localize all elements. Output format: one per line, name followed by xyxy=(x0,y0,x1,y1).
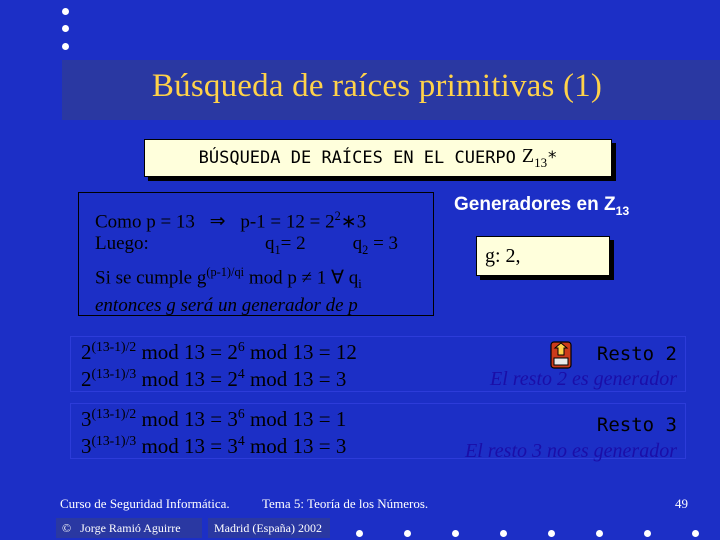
decor-dot xyxy=(62,25,69,32)
author-box xyxy=(56,518,202,538)
generators-title xyxy=(454,194,629,218)
calc-text: mod 13 = 12 xyxy=(244,340,357,364)
decor-dot xyxy=(404,530,411,537)
calc-text: mod 13 = 3 xyxy=(244,367,347,391)
rule-text: ∗3 xyxy=(340,211,367,233)
place-box: Madrid (España) 2002 xyxy=(208,518,330,538)
calc-exponent: (13-1)/3 xyxy=(91,433,137,448)
calc-base: 3 xyxy=(81,407,92,431)
calc-box-2 xyxy=(70,336,686,392)
field-symbol xyxy=(522,145,547,171)
rule-subscript: 1 xyxy=(274,243,281,258)
hand-pointer-icon xyxy=(549,340,573,370)
calc-exponent: (13-1)/3 xyxy=(91,366,137,381)
calc-exponent: 6 xyxy=(237,406,245,421)
decor-dot xyxy=(692,530,699,537)
section-heading-text: BÚSQUEDA DE RAÍCES EN EL CUERPO xyxy=(198,148,516,168)
generators-title-subscript: 13 xyxy=(615,203,630,218)
slide-title: Búsqueda de raíces primitivas (1) xyxy=(151,68,603,104)
rule-text: mod p ≠ 1 ∀ q xyxy=(244,267,359,289)
rule-text: p-1 = 12 = 2 xyxy=(235,211,335,233)
decor-dot xyxy=(356,530,363,537)
result-label: Resto 2 xyxy=(596,343,677,365)
decor-dot xyxy=(62,43,69,50)
calc-base: 2 xyxy=(81,367,92,391)
rule-line-3 xyxy=(95,261,433,295)
rule-text: Como p = 13 xyxy=(95,211,200,233)
section-heading xyxy=(144,139,612,177)
rule-text: Si se cumple g xyxy=(95,267,207,289)
implies-icon: ⇒ xyxy=(209,211,226,233)
rule-q: q xyxy=(352,233,363,255)
copyright-icon: © xyxy=(62,521,72,535)
decor-dot xyxy=(500,530,507,537)
rule-line-2 xyxy=(95,233,433,261)
rule-exponent: (p-1)/qi xyxy=(206,265,245,280)
calc-box-3 xyxy=(70,403,686,462)
calc-text: mod 13 = 3 xyxy=(136,407,238,431)
calc-text: mod 13 = 2 xyxy=(136,367,238,391)
calc-base: 3 xyxy=(81,434,92,458)
calc-line xyxy=(81,366,346,392)
rule-exponent: 2 xyxy=(334,209,341,223)
rule-text: Luego: xyxy=(95,233,149,255)
field-star: * xyxy=(547,148,558,168)
calc-line xyxy=(81,406,346,432)
generators-title-text: Generadores en Z xyxy=(454,194,616,215)
calc-exponent: 6 xyxy=(237,339,245,354)
calc-exponent: 4 xyxy=(237,366,245,381)
generators-box: g: 2, xyxy=(476,236,610,276)
rule-subscript: 2 xyxy=(362,243,369,258)
calc-exponent: (13-1)/2 xyxy=(91,406,137,421)
rule-box xyxy=(78,192,434,316)
rule-line-4: entonces g será un generador de p xyxy=(95,295,358,317)
calc-line xyxy=(81,339,357,365)
result-note: El resto 2 es generador xyxy=(489,368,677,390)
author-name: Jorge Ramió Aguirre xyxy=(80,521,181,535)
rule-text: = 2 xyxy=(280,233,306,255)
rule-subscript: i xyxy=(358,277,362,292)
calc-base: 2 xyxy=(81,340,92,364)
calc-exponent: (13-1)/2 xyxy=(91,339,137,354)
calc-text: mod 13 = 2 xyxy=(136,340,238,364)
calc-line xyxy=(81,433,346,459)
decor-dot xyxy=(644,530,651,537)
calc-exponent: 4 xyxy=(237,433,245,448)
calc-text: mod 13 = 3 xyxy=(136,434,238,458)
decor-dot xyxy=(452,530,459,537)
footer-course: Curso de Seguridad Informática. xyxy=(60,496,230,511)
decor-dot xyxy=(596,530,603,537)
field-letter: Z xyxy=(521,145,535,167)
rule-q: q xyxy=(265,233,275,255)
rule-text: = 3 xyxy=(368,233,399,255)
decor-dot xyxy=(62,8,69,15)
rule-line-1 xyxy=(95,205,433,233)
result-label: Resto 3 xyxy=(596,414,677,436)
footer-topic: Tema 5: Teoría de los Números. xyxy=(262,496,429,511)
calc-text: mod 13 = 1 xyxy=(244,407,347,431)
calc-text: mod 13 = 3 xyxy=(244,434,347,458)
field-subscript: 13 xyxy=(534,155,548,170)
decor-dot xyxy=(548,530,555,537)
result-note: El resto 3 no es generador xyxy=(464,440,677,462)
page-number: 49 xyxy=(675,496,688,511)
